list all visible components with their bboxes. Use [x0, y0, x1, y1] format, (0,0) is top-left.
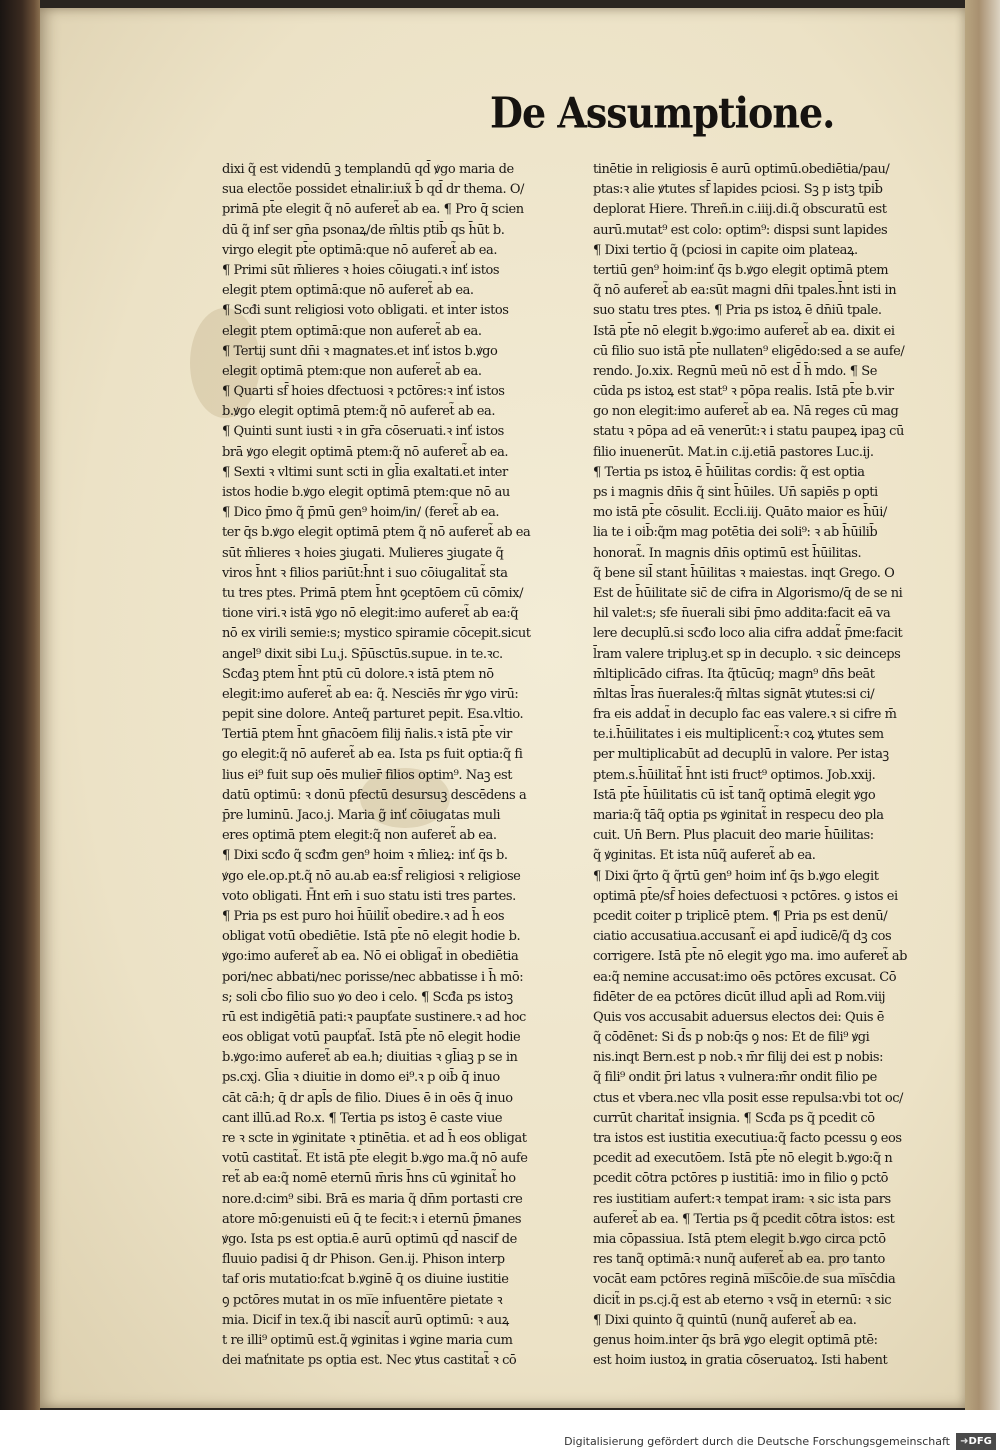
- text-line: ps.cxj. Gl̄ia ꝛ diuitie in domo ei⁹.ꝛ p oib̄ q̄ inuo: [222, 1070, 500, 1086]
- text-line: suo statu tres ptes. ¶ Pria ps istoꝝ ē dn̄iū tpale.: [593, 303, 882, 319]
- text-line: Est de h̄ūilitate sic̄ de cifra in Algorismo/q̄ de se ni: [593, 585, 903, 601]
- text-line: nore.d:cim⁹ sibi. Brā es maria q̃ dn̄m portasti cre: [222, 1191, 523, 1207]
- text-line: q̃ cōdēnet: Si d̄s p nob:q̄s ꝯ nos: Et de fili⁹ ꝟgi: [593, 1030, 870, 1046]
- text-line: ¶ Dico p̄mo q̃ p̄mū gen⁹ hoim/in/ (feret̃ ab ea.: [222, 505, 500, 521]
- text-line: sua electõe possidet eṫnalir.iux̃ b̄ qd̄ dr thema. O/: [222, 182, 524, 198]
- text-line: atore mō:genuisti eū q̄ te fecit:ꝛ i eternū p̄manes: [222, 1211, 522, 1227]
- text-line: est hoim iustoꝝ in gratia cōseruatoꝝ. Isti habent: [593, 1353, 888, 1369]
- text-line: lere decuplū.si scđo loco alia cifra addat̃ p̄me:facit: [593, 626, 903, 642]
- text-line: cū filio suo istā pt̄e nullaten⁹ eligēdo:sed a se aufe/: [593, 343, 905, 359]
- text-line: elegit ptem optimā:que non auferet̃ ab ea.: [222, 323, 482, 339]
- text-line: per multiplicabūt ad decuplū in valore. Per istaꝫ: [593, 747, 889, 763]
- text-line: q̃ ꝟginitas. Et ista nūq̃ auferet̃ ab ea.: [593, 848, 816, 864]
- text-line: ps i magnis dn̄is q̃ sint h̄ūiles. Un̄ sapiēs p opti: [593, 485, 878, 500]
- text-line: nō ex virili semie:s; mystico spiramie cōcepit.sicut: [222, 626, 531, 642]
- text-line: ¶ Pria ps est puro hoi h̄ūilit̃ obedire.ꝛ ad h̄ eos: [222, 908, 505, 924]
- text-line: m̄ltiplicādo cifras. Ita q̃tūcūq; magn⁹ dn̄s beāt: [593, 666, 875, 682]
- text-line: mia cōpassiua. Istā ptem elegit b.ꝟgo circa pctō: [593, 1231, 886, 1247]
- text-line: statu ꝛ pōpa ad eā venerūt:ꝛ i statu paupeꝝ ipaꝫ cū: [593, 424, 904, 440]
- text-line: ¶ Primi sūt m̄lieres ꝛ hoies cōiugati.ꝛ inť istos: [222, 262, 500, 278]
- text-line: eos obligat votū paupťat̃. Istā pt̄e nō elegit hodie: [222, 1030, 521, 1046]
- text-line: filio inuenerūt. Mat.in c.ij.etiā pastores Luc.ij.: [593, 444, 874, 460]
- text-line: ꝟgo ele.op.pt.q̃ nō au.ab ea:sf̄ religiosi ꝛ religiose: [222, 868, 521, 884]
- text-line: dicit̃ in ps.cj.q̃ est ab eterno ꝛ vsq̃ in eternū: ꝛ sic: [593, 1292, 892, 1308]
- text-line: pcedit coiter p triplicē ptem. ¶ Pria ps est denū/: [593, 908, 888, 924]
- text-line: te.i.h̄ūilitates i eis multiplicent̃:ꝛ coꝝ ꝟtutes sem: [593, 727, 884, 743]
- text-line: Istā pt̄e h̄ūilitatis cū ist̄ tanq̃ optimā elegit ꝟgo: [593, 787, 876, 803]
- text-line: ret̃ ab ea:q̃ nomē eternū m̄ris h̄ns cū ꝟginitat̃ ho: [222, 1171, 516, 1187]
- text-line: res tanq̃ optimā:ꝛ nunq̃ auferet̃ ab ea. pro tanto: [593, 1252, 885, 1268]
- text-line: ctus et vbera.nec vlla posit esse repulsa:vbi tot oc/: [593, 1090, 903, 1106]
- text-line: ptas:ꝛ alie ꝟtutes sf̄ lapides pciosi. Sꝫ p istꝫ tpib̄: [593, 182, 883, 198]
- text-line: t re illi⁹ optimū est.q̃ ꝟginitas i ꝟgine maria cum: [222, 1332, 513, 1348]
- text-line: dei maťnitate ps optia est. Nec ꝟtus castitat̃ ꝛ cō: [222, 1353, 517, 1369]
- text-line: dū q̃ inf ser gn̄a psonaꝝ/de m̄ltis ptib̄ qs h̄ūt b.: [222, 222, 505, 238]
- text-line: voto obligati. H̄nt em̄ i suo statu isti tres partes.: [222, 888, 516, 904]
- dfg-logo-text: DFG: [968, 1436, 992, 1447]
- text-line: primā pt̄e elegit q̃ nō auferet̃ ab ea. ¶ Pro q̄ scien: [222, 202, 524, 218]
- text-line: rendo. Jo.xix. Regnū meū nō est d̄ h̄ mdo. ¶ Se: [593, 363, 877, 379]
- text-line: dixi q̃ est videndū ꝫ templandū qd̄ ꝟgo maria de: [222, 162, 514, 177]
- text-line: Scđaꝫ ptem h̄nt ptū cū dolore.ꝛ istā ptem nō: [222, 666, 494, 682]
- text-line: pepit sine dolore. Anteq̃ parturet pepit. Esa.vltio.: [222, 707, 524, 723]
- text-line: q̃ fili⁹ ondit p̄ri latus ꝛ vulnera:m̄r ondit filio pe: [593, 1070, 877, 1086]
- text-line: genus hoim.inter q̄s brā ꝟgo elegit optimā ptē:: [593, 1332, 878, 1348]
- dfg-logo: [956, 1433, 996, 1450]
- text-line: sūt m̄lieres ꝛ hoies ꝫiugati. Mulieres ꝫiugate q̃: [222, 545, 504, 561]
- text-line: pori/nec abbati/nec porisse/nec abbatisse i h̄ mō:: [222, 969, 524, 985]
- text-line: deplorat Hiere. Threñ.in c.iiij.di.q̃ obscuratū est: [593, 202, 887, 218]
- text-line: q̃ nō auferet̃ ab ea:sūt magni dn̄i tpales.h̄nt isti in: [593, 283, 897, 299]
- text-line: Tertiā ptem h̄nt gn̄acōem filij n̄alis.ꝛ istā pt̄e vir: [222, 727, 512, 743]
- text-line: rū est indigētiā pati:ꝛ paupťate sustinere.ꝛ ad hoc: [222, 1009, 526, 1025]
- text-line: optimā pt̄e/sf̄ hoies defectuosi ꝛ pctōres. ꝯ istos ei: [593, 888, 898, 904]
- text-line: tinētie in religiosis ē aurū optimū.obediētia/pau/: [593, 162, 890, 177]
- text-line: go elegit:q̃ nō auferet̃ ab ea. Ista ps fuit optia:q̃ fi: [222, 747, 523, 763]
- text-line: ¶ Dixi q̃rto q̃ q̃rtū gen⁹ hoim inť q̄s b.ꝟgo elegit: [593, 868, 879, 884]
- text-line: cant illū.ad Ro.x. ¶ Tertia ps istoꝫ ē caste viue: [222, 1110, 503, 1126]
- text-line: ¶ Dixi quinto q̃ quintū (nunq̃ auferet̃ ab ea.: [593, 1312, 857, 1328]
- left-text-column: [222, 160, 578, 1371]
- text-line: elegit optimā ptem:que non auferet̃ ab ea.: [222, 363, 482, 379]
- text-line: ¶ Scđi sunt religiosi voto obligati. et inter istos: [222, 303, 509, 319]
- right-text-column: [593, 160, 953, 1371]
- text-line: Quis vos accusabit aduersus electos dei: Quis ē: [593, 1009, 885, 1025]
- text-line: ¶ Tertij sunt dn̄i ꝛ magnates.et inť istos b.ꝟgo: [222, 343, 498, 359]
- footer-credit: Digitalisierung gefördert durch die Deutsche Forschungsgemeinschaft: [564, 1435, 950, 1448]
- text-line: ¶ Quinti sunt iusti ꝛ in gr̄a cōseruati.ꝛ inť istos: [222, 424, 504, 440]
- text-line: pcedit cōtra pctōres p iustitiā: imo in filio ꝯ pctō: [593, 1171, 888, 1187]
- text-line: angel⁹ dixit sibi Lu.j. Sp̄ūsctūs.supue. in te.ꝛc.: [222, 646, 503, 662]
- text-line: go non elegit:imo auferet̃ ab ea. Nā reges cū mag: [593, 404, 899, 420]
- text-line: hil valet:s; sfe n̄uerali sibi p̄mo addita:facit eā va: [593, 606, 891, 622]
- text-line: istos hodie b.ꝟgo elegit optimā ptem:que nō au: [222, 485, 510, 500]
- arrow-icon: ➜: [960, 1436, 969, 1447]
- page-edge: [965, 0, 1000, 1410]
- text-line: cuit. Un̄ Bern. Plus placuit deo marie h̄ūilitas:: [593, 828, 874, 844]
- text-line: cūda ps istoꝝ est stat⁹ ꝛ pōpa realis. Istā pt̄e b.vir: [593, 384, 894, 400]
- text-line: q̃ bene sil̄ stant h̄ūilitas ꝛ maiestas. inqt Grego. O: [593, 565, 895, 581]
- text-line: Istā pt̄e nō elegit b.ꝟgo:imo auferet̃ ab ea. dixit ei: [593, 323, 895, 339]
- text-line: mo istā pt̄e cōsulit. Eccli.iij. Quāto maior es h̄ūi/: [593, 505, 887, 521]
- text-line: p̄re luminū. Jaco.j. Maria g̃ inť cōiugatas muli: [222, 808, 501, 823]
- text-line: tione viri.ꝛ istā ꝟgo nō elegit:imo auferet̃ ab ea:q̃: [222, 606, 519, 622]
- text-line: eres optimā ptem elegit:q̃ non auferet̃ ab ea.: [222, 828, 497, 844]
- text-line: cāt cā:h; q̄ dr apl̄s de filio. Diues ē in oēs q̄ inuo: [222, 1090, 513, 1106]
- book-spine: [0, 0, 40, 1410]
- text-line: elegit ptem optimā:que nō auferet̃ ab ea.: [222, 283, 474, 299]
- text-line: tra istos est iustitia executiua:q̃ facto pcessu ꝯ eos: [593, 1131, 902, 1146]
- text-line: ¶ Dixi scđo q̃ scđm gen⁹ hoim ꝛ m̄lieꝝ: inť q̄s b.: [222, 848, 508, 864]
- text-line: b.ꝟgo:imo auferet̃ ab ea.h; diuitias ꝛ gl̄iaꝫ p se in: [222, 1050, 518, 1066]
- text-line: m̄ltas l̄ras n̄uerales:q̃ m̄ltas signāt ꝟtutes:si ci/: [593, 686, 875, 702]
- text-line: maria:q̃ tāq̃ optia ps ꝟginitat̃ in respecu deo pla: [593, 808, 884, 823]
- text-line: ¶ Tertia ps istoꝝ ē h̄ūilitas cordis: q̃ est optia: [593, 464, 865, 480]
- text-line: ter q̄s b.ꝟgo elegit optimā ptem q̃ nō auferet̃ ab ea: [222, 525, 531, 541]
- text-line: auferet̃ ab ea. ¶ Tertia ps q̃ pcedit cōtra istos: est: [593, 1211, 895, 1227]
- text-line: virgo elegit pt̄e optimā:que nō auferet̃ ab ea.: [222, 242, 498, 258]
- page-heading: De Assumptione.: [490, 88, 835, 138]
- text-line: tertiū gen⁹ hoim:inť q̄s b.ꝟgo elegit optimā ptem: [593, 262, 889, 278]
- text-line: votū castitat̃. Et istā pt̄e elegit b.ꝟgo ma.q̃ nō aufe: [222, 1151, 528, 1167]
- text-line: ꝯ pctōres mutat in os mi̅e infuentēre pietate ꝛ: [222, 1292, 503, 1308]
- text-line: nis.inqt Bern.est p nob.ꝛ m̄r filij dei est p nobis:: [593, 1050, 884, 1066]
- text-line: fluuio padisi q̄ dr Phison. Gen.ij. Phison interp: [222, 1252, 505, 1268]
- text-line: lius ei⁹ fuit sup oēs mulier̄ filios optim⁹. Naꝫ est: [222, 767, 513, 783]
- text-line: fra eis addat̃ in decuplo fac eas valere.ꝛ si cifre m̄: [593, 707, 897, 723]
- text-line: fidēter de ea pctōres dicūt illud apl̄i ad Rom.viij: [593, 989, 886, 1005]
- text-line: currūt charitat̃ insignia. ¶ Scđa ps q̃ pcedit cō: [593, 1110, 875, 1126]
- text-line: re ꝛ scte in ꝟginitate ꝛ ptinētia. et ad h̄ eos obligat: [222, 1131, 527, 1146]
- text-line: brā ꝟgo elegit optimā ptem:q̃ nō auferet̃ ab ea.: [222, 444, 509, 460]
- text-line: ea:q̃ nemine accusat:imo oēs pctōres excusat. Cō: [593, 969, 897, 985]
- text-line: obligat votū obediētie. Istā pt̄e nō elegit hodie b.: [222, 929, 521, 945]
- text-line: ¶ Dixi tertio q̃ (pciosi in capite oim plateaꝝ.: [593, 242, 858, 258]
- text-line: lia te i oib̄:q̃m mag potētia dei soli⁹: ꝛ ab h̄ūilib̄: [593, 525, 878, 541]
- digitization-footer: [0, 1433, 998, 1451]
- text-line: s; soli cb̄o filio suo ꝟo deo i celo. ¶ Scđa ps istoꝫ: [222, 989, 513, 1005]
- text-line: ¶ Quarti sf̄ hoies dfectuosi ꝛ pctōres:ꝛ inť istos: [222, 384, 505, 400]
- text-line: ꝟgo. Ista ps est optia.ē aurū optimū qd̄ nascif de: [222, 1231, 517, 1247]
- text-line: datū optimū: ꝛ donū pfectū desursuꝫ descēdens a: [222, 787, 527, 803]
- text-line: viros h̄nt ꝛ filios pariūt:h̄nt i suo cōiugalitat̃ sta: [222, 565, 508, 581]
- text-line: vocāt eam pctōres reginā mi̅s̄cōie.de sua mi̅sc̄dia: [593, 1272, 896, 1288]
- text-line: b.ꝟgo elegit optimā ptem:q̃ nō auferet̃ ab ea.: [222, 404, 495, 420]
- text-line: ꝟgo:imo auferet̃ ab ea. Nō ei obligat̃ in obediētia: [222, 949, 519, 965]
- text-line: l̄ram valere tripluꝫ.et sp in decuplo. ꝛ sic deinceps: [593, 646, 901, 662]
- text-line: aurū.mutat⁹ est colo: optim⁹: dispsi sunt lapides: [593, 222, 888, 238]
- text-line: res iustitiam aufert:ꝛ tempat iram: ꝛ sic ista pars: [593, 1191, 891, 1207]
- text-line: elegit:imo auferet̃ ab ea: q̃. Nesciēs m̄r ꝟgo virū:: [222, 686, 519, 702]
- text-line: taf oris mutatio:fcat b.ꝟginē q̄ os diuine iustitie: [222, 1272, 509, 1288]
- text-line: ciatio accusatiua.accusant̃ ei apd̄ iudicē/q̃ dꝫ cos: [593, 929, 892, 945]
- text-line: tu tres ptes. Primā ptem h̄nt ꝯceptōem cū cōmix/: [222, 585, 524, 601]
- text-line: ¶ Sexti ꝛ vltimi sunt scti in gl̄ia exaltati.et inter: [222, 464, 508, 480]
- text-line: mia. Dicif in tex.q̃ ibi nascit̃ aurū optimū: ꝛ auꝝ: [222, 1312, 509, 1328]
- text-line: ptem.s.h̄ūilitat̃ h̄nt isti fruct⁹ optimos. Job.xxij.: [593, 767, 876, 783]
- text-line: honorat̃. In magnis dn̄is optimū est h̄ūilitas.: [593, 545, 862, 561]
- text-line: pcedit ad executōem. Istā pt̄e nō elegit b.ꝟgo:q̃ n: [593, 1151, 893, 1167]
- text-line: corrigere. Istā pt̄e nō elegit ꝟgo ma. imo auferet̃ ab: [593, 949, 908, 965]
